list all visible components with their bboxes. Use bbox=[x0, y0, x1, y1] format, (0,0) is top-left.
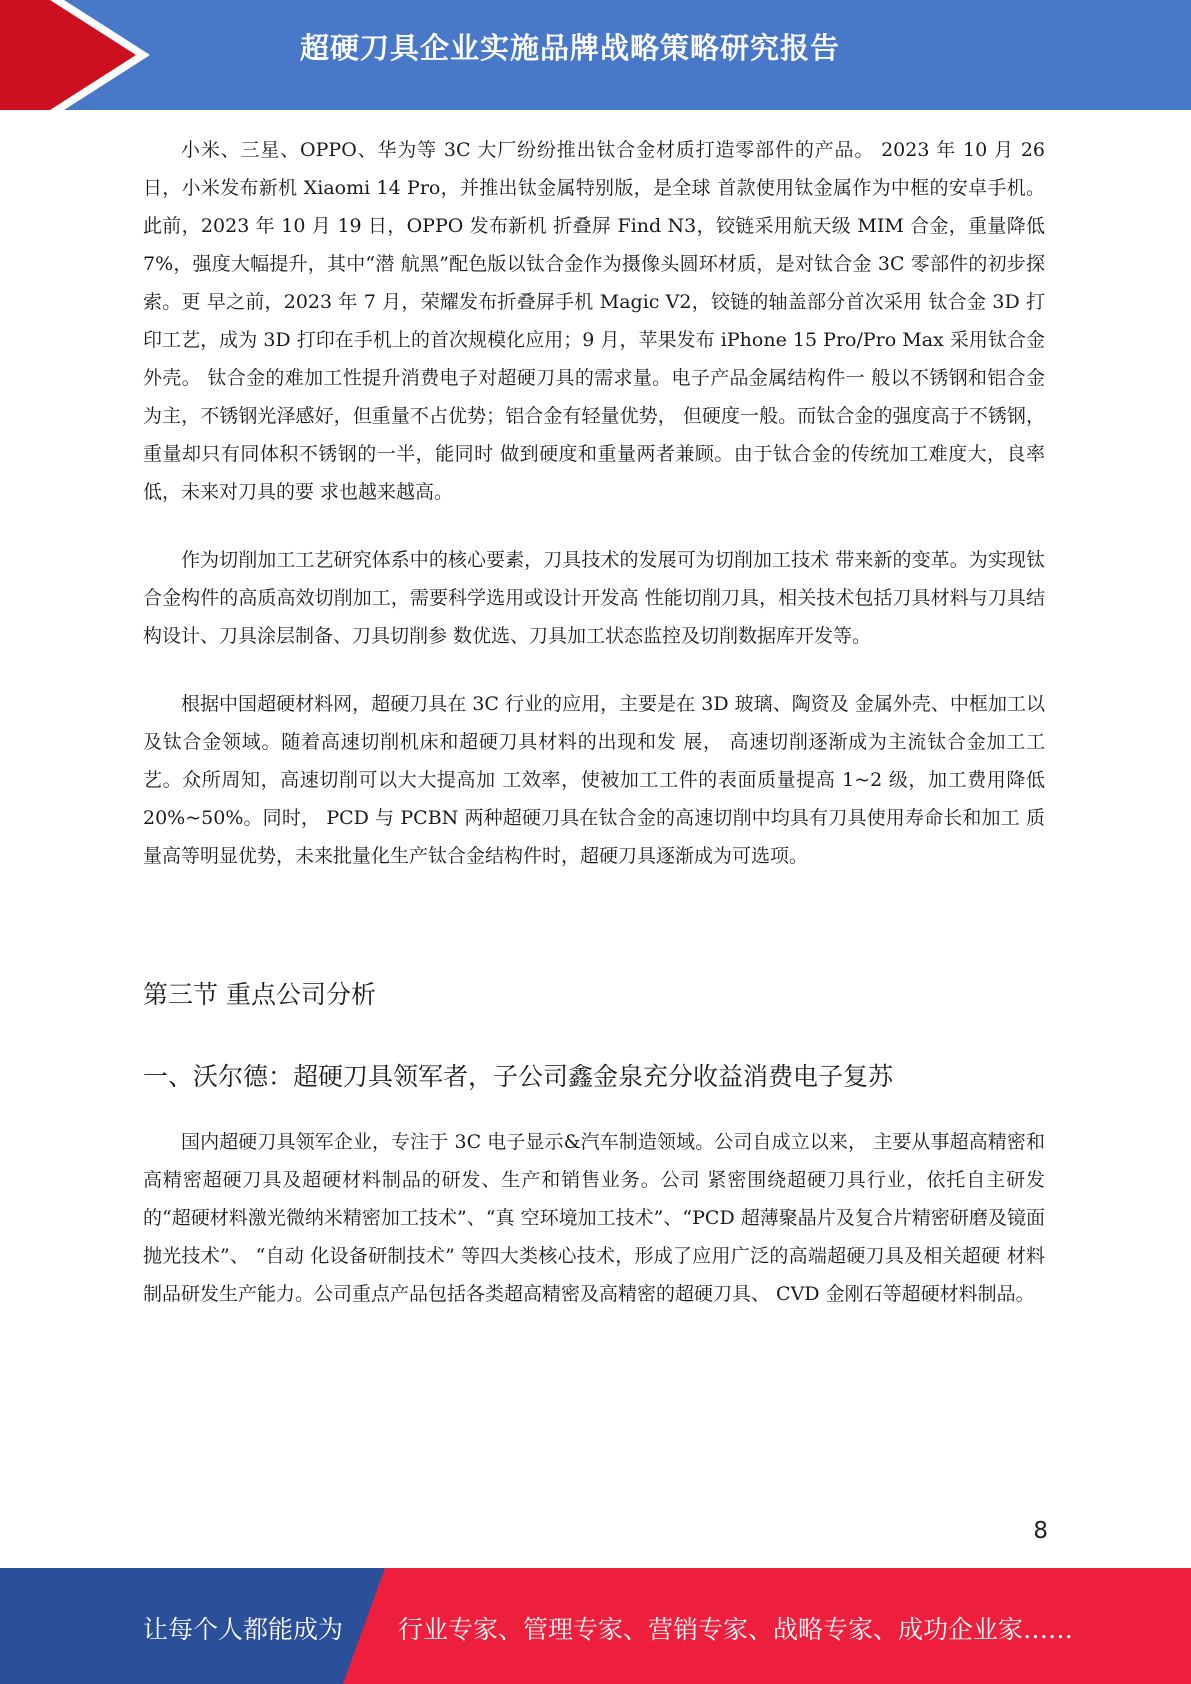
footer-slogan-right: 行业专家、管理专家、营销专家、战略专家、成功企业家…… bbox=[398, 1615, 1074, 1644]
body-paragraph-2: 作为切削加工工艺研究体系中的核心要素，刀具技术的发展可为切削加工技术 带来新的变革。为实现钛合金构件的高质高效切削加工，需要科学选用或设计开发高 性能切削刀具，相关技术包括刀具材料与刀具结构设计、刀具涂层制备、刀具切削参 数优选、刀具加工状态监控及切削数据库开发等。 bbox=[143, 549, 1045, 647]
red-chevron-icon bbox=[0, 0, 160, 110]
report-title: 超硬刀具企业实施品牌战略策略研究报告 bbox=[300, 31, 841, 65]
report-header bbox=[0, 0, 1191, 110]
company-subtitle: 一、沃尔德：超硬刀具领军者，子公司鑫金泉充分收益消费电子复苏 bbox=[143, 1062, 894, 1091]
section-title: 第三节 重点公司分析 bbox=[143, 980, 376, 1009]
body-paragraph-3: 根据中国超硬材料网，超硬刀具在 3C 行业的应用，主要是在 3D 玻璃、陶资及 金属外壳、中框加工以及钛合金领域。随着高速切削机床和超硬刀具材料的出现和发 展， 高速切削逐渐成为主流钛合金加工工艺。众所周知，高速切削可以大大提高加 工效率，使被加工工件的表面质量提高 1~2 级，加工费用降低 20%~50%。同时， PCD 与 PCBN 两种超硬刀具在钛合金的高速切削中均具有刀具使用寿命长和加工 质量高等明显优势，未来批量化生产钛合金结构件时，超硬刀具逐渐成为可选项。 bbox=[143, 693, 1045, 867]
footer-slogan-left: 让每个人都能成为 bbox=[143, 1615, 344, 1644]
page-number: 8 bbox=[1033, 1518, 1048, 1544]
company-paragraph: 国内超硬刀具领军企业，专注于 3C 电子显示&汽车制造领域。公司自成立以来， 主要从事超高精密和高精密超硬刀具及超硬材料制品的研发、生产和销售业务。公司 紧密围绕超硬刀具行业，依托自主研发的“超硬材料激光微纳米精密加工技术”、“真 空环境加工技术”、“PCD 超薄聚晶片及复合片精密研磨及镜面抛光技术”、 “自动 化设备研制技术” 等四大类核心技术，形成了应用广泛的高端超硬刀具及相关超硬 材料制品研发生产能力。公司重点产品包括各类超高精密及高精密的超硬刀具、 CVD 金刚石等超硬材料制品。 bbox=[143, 1131, 1045, 1305]
body-paragraph-1: 小米、三星、OPPO、华为等 3C 大厂纷纷推出钛合金材质打造零部件的产品。 2023 年 10 月 26 日，小米发布新机 Xiaomi 14 Pro，并推出钛金属特别版，是全球 首款使用钛金属作为中框的安卓手机。此前，2023 年 10 月 19 日，OPPO 发布新机 折叠屏 Find N3，铰链采用航天级 MIM 合金，重量降低 7%，强度大幅提升，其中“潜 航黑”配色版以钛合金作为摄像头圆环材质，是对钛合金 3C 零部件的初步探索。更 早之前，2023 年 7 月，荣耀发布折叠屏手机 Magic V2，铰链的轴盖部分首次采用 钛合金 3D 打印工艺，成为 3D 打印在手机上的首次规模化应用；9 月，苹果发布 iPhone 15 Pro/Pro Max 采用钛合金外壳。 钛合金的难加工性提升消费电子对超硬刀具的需求量。电子产品金属结构件一 般以不锈钢和铝合金为主，不锈钢光泽感好，但重量不占优势；铝合金有轻量优势， 但硬度一般。而钛合金的强度高于不锈钢，重量却只有同体积不锈钢的一半，能同时 做到硬度和重量两者兼顾。由于钛合金的传统加工难度大，良率低，未来对刀具的要 求也越来越高。 bbox=[143, 139, 1045, 503]
main-content bbox=[143, 131, 1045, 1343]
slogan-footer bbox=[0, 1568, 1191, 1684]
